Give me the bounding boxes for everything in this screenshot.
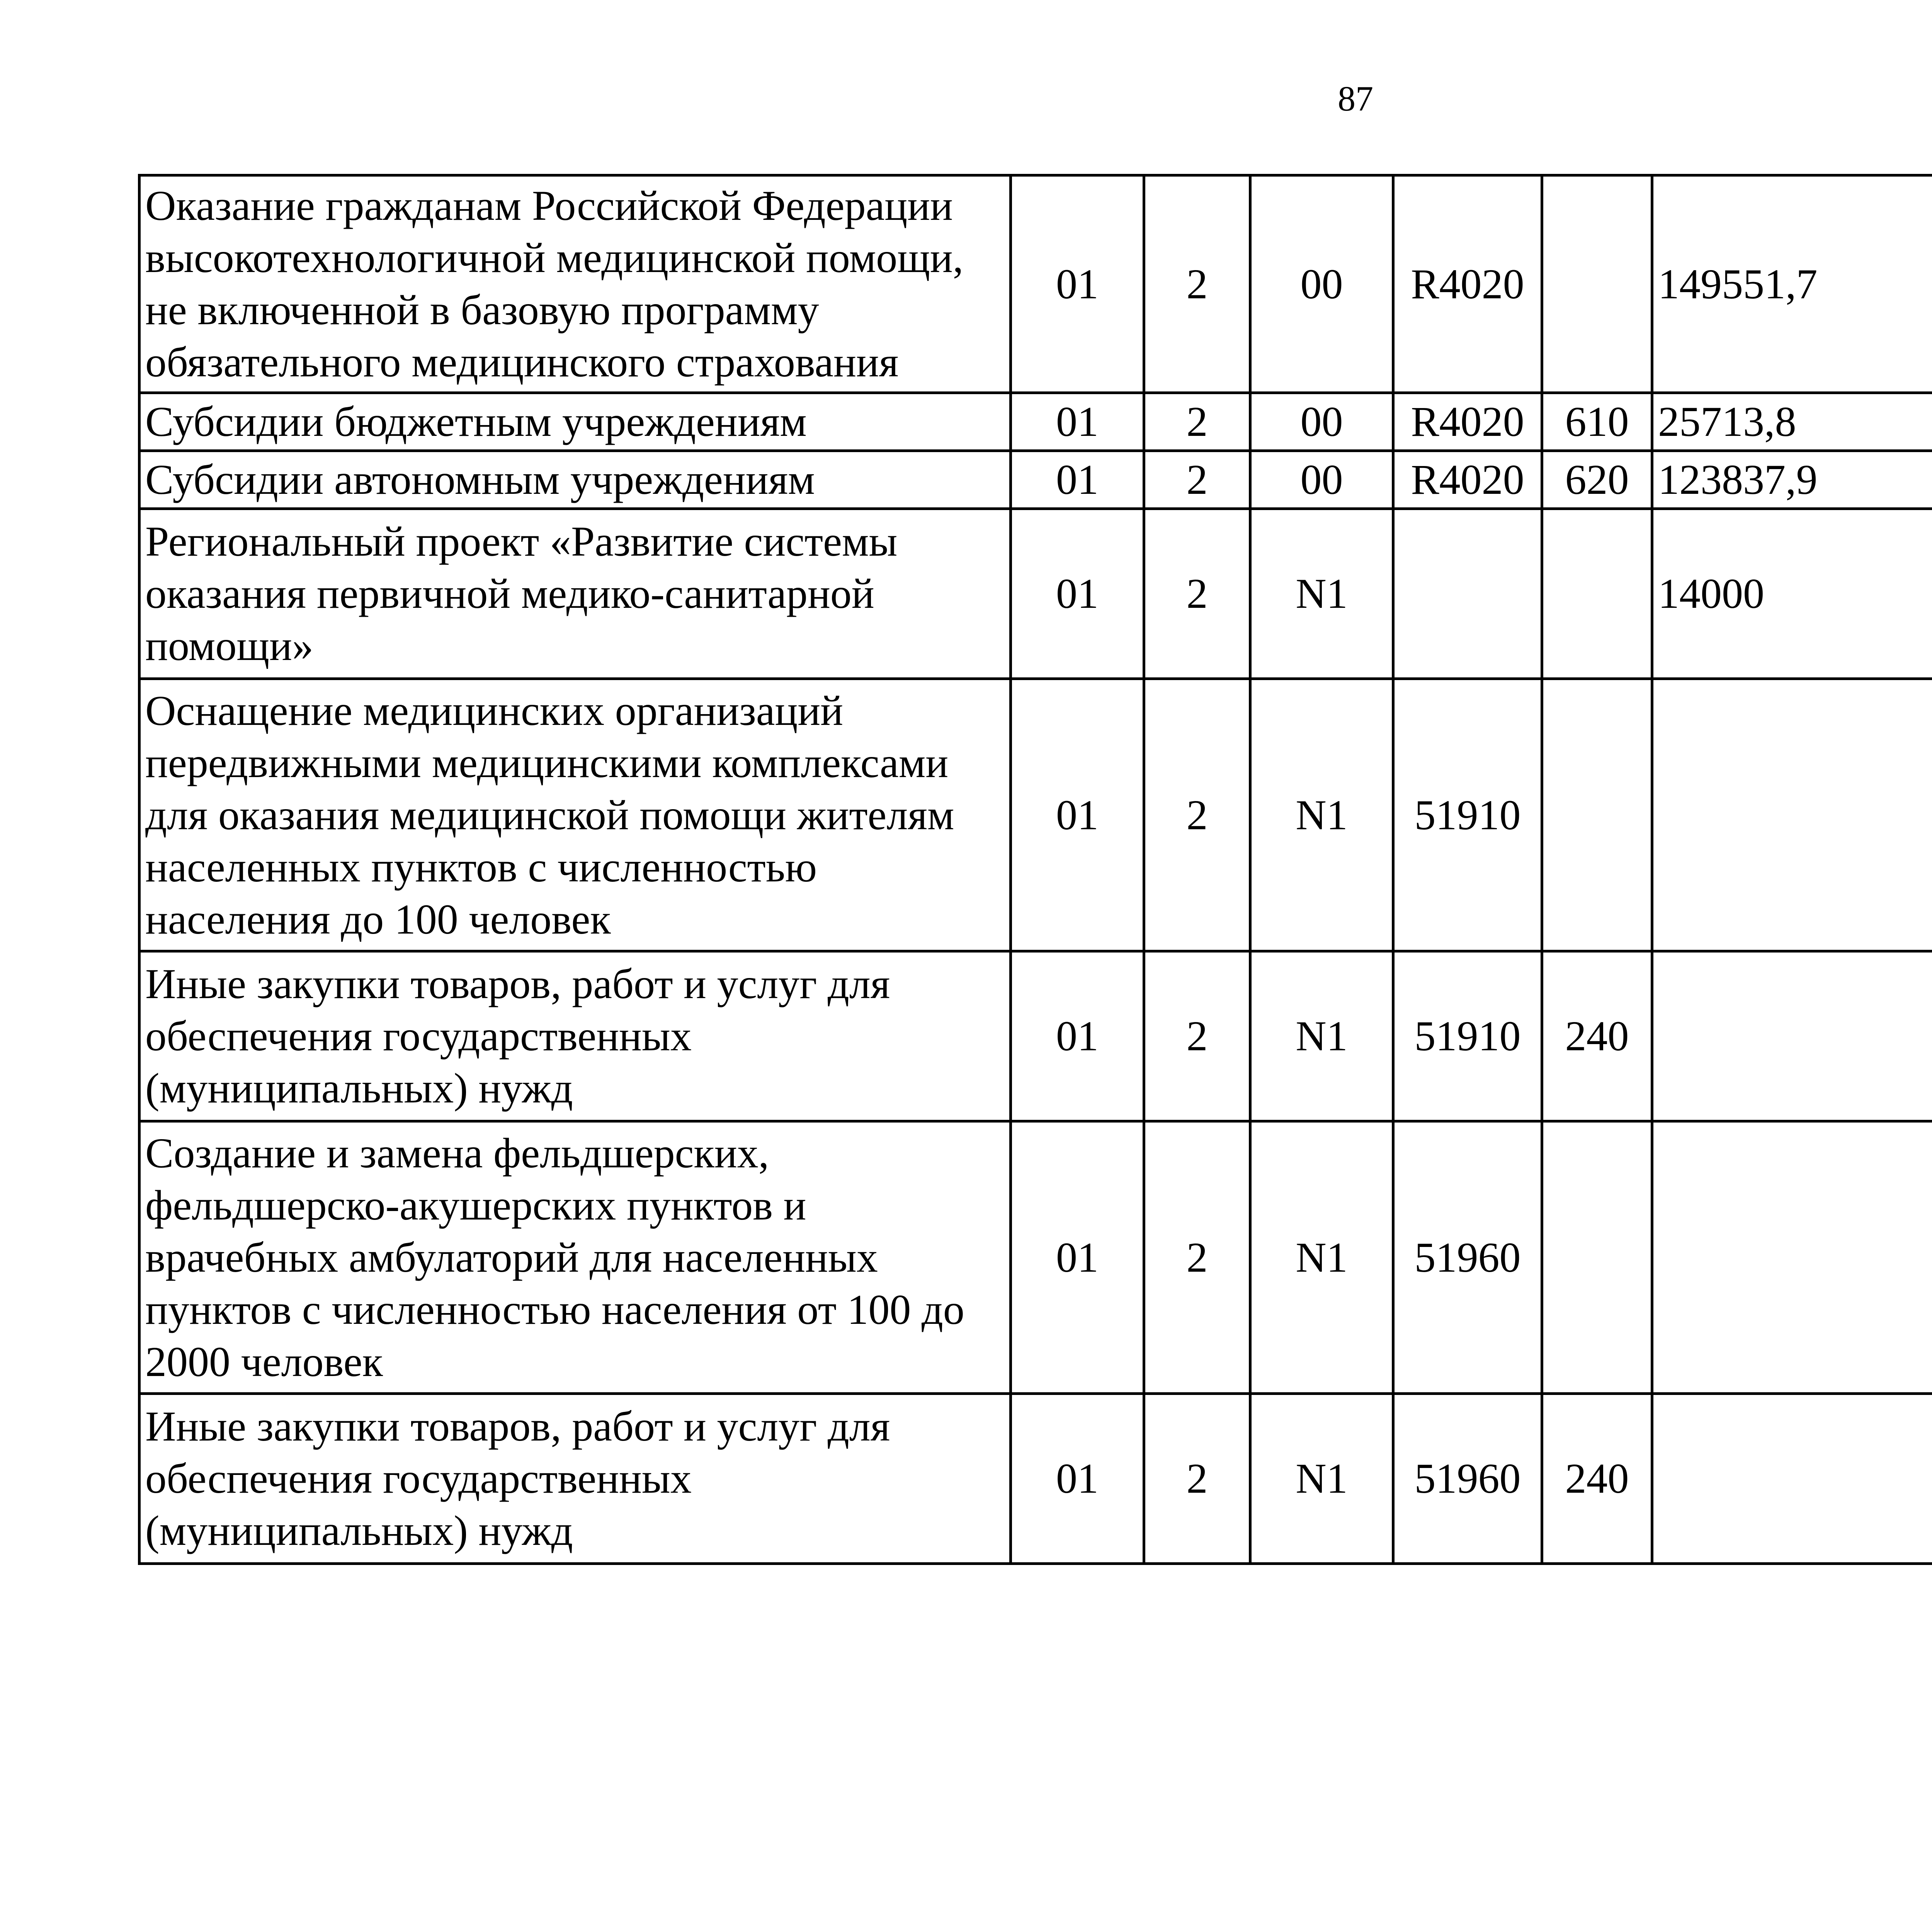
amount-year-1: 14000	[1652, 509, 1932, 679]
row-name: Оказание гражданам Российской Федерации высокотехнологичной медицинской помощи, не включенной в базовую программу обязательного медицинского страхования	[139, 175, 1011, 393]
subsection-code: 2	[1144, 1121, 1250, 1394]
row-name: Субсидии бюджетным учреждениям	[139, 393, 1011, 451]
expense-type-code: 620	[1542, 451, 1652, 509]
amount-year-1: 149551,7	[1652, 175, 1932, 393]
section-code: 01	[1011, 175, 1144, 393]
program-code: N1	[1250, 509, 1393, 679]
expense-type-code	[1542, 509, 1652, 679]
section-code: 01	[1011, 1121, 1144, 1394]
subsection-code: 2	[1144, 175, 1250, 393]
table-row	[139, 451, 1932, 509]
amount-year-1	[1652, 951, 1932, 1121]
subsection-code: 2	[1144, 393, 1250, 451]
page-number: 87	[1338, 79, 1373, 118]
expense-type-code	[1542, 175, 1652, 393]
program-code: N1	[1250, 679, 1393, 951]
target-article-code: 51910	[1393, 679, 1542, 951]
target-article-code: R4020	[1393, 393, 1542, 451]
row-name: Региональный проект «Развитие системы оказания первичной медико-санитарной помощи»	[139, 509, 1011, 679]
program-code: N1	[1250, 951, 1393, 1121]
row-name: Оснащение медицинских организаций передвижными медицинскими комплексами для оказания медицинской помощи жителям населенных пунктов с численностью населения до 100 человек	[139, 679, 1011, 951]
section-code: 01	[1011, 509, 1144, 679]
section-code: 01	[1011, 679, 1144, 951]
subsection-code: 2	[1144, 451, 1250, 509]
expense-type-code	[1542, 679, 1652, 951]
target-article-code: 51960	[1393, 1394, 1542, 1564]
table-row	[139, 1121, 1932, 1394]
subsection-code: 2	[1144, 1394, 1250, 1564]
target-article-code	[1393, 509, 1542, 679]
amount-year-1	[1652, 1394, 1932, 1564]
section-code: 01	[1011, 951, 1144, 1121]
amount-year-1: 25713,8	[1652, 393, 1932, 451]
program-code: N1	[1250, 1121, 1393, 1394]
expense-type-code: 240	[1542, 1394, 1652, 1564]
expense-type-code	[1542, 1121, 1652, 1394]
target-article-code: 51910	[1393, 951, 1542, 1121]
program-code: 00	[1250, 393, 1393, 451]
budget-table	[138, 174, 1932, 1565]
table-row	[139, 951, 1932, 1121]
amount-year-1: 123837,9	[1652, 451, 1932, 509]
table-row	[139, 175, 1932, 393]
table-row	[139, 393, 1932, 451]
target-article-code: R4020	[1393, 175, 1542, 393]
program-code: 00	[1250, 451, 1393, 509]
row-name: Создание и замена фельдшерских, фельдшерско-акушерских пунктов и врачебных амбулаторий для населенных пунктов с численностью населения от 100 до 2000 человек	[139, 1121, 1011, 1394]
row-name: Субсидии автономным учреждениям	[139, 451, 1011, 509]
section-code: 01	[1011, 393, 1144, 451]
expense-type-code: 240	[1542, 951, 1652, 1121]
subsection-code: 2	[1144, 509, 1250, 679]
target-article-code: R4020	[1393, 451, 1542, 509]
row-name: Иные закупки товаров, работ и услуг для обеспечения государственных (муниципальных) нужд	[139, 951, 1011, 1121]
program-code: N1	[1250, 1394, 1393, 1564]
subsection-code: 2	[1144, 951, 1250, 1121]
table-row	[139, 1394, 1932, 1564]
amount-year-1	[1652, 1121, 1932, 1394]
row-name: Иные закупки товаров, работ и услуг для обеспечения государственных (муниципальных) нужд	[139, 1394, 1011, 1564]
table-row	[139, 509, 1932, 679]
subsection-code: 2	[1144, 679, 1250, 951]
section-code: 01	[1011, 1394, 1144, 1564]
section-code: 01	[1011, 451, 1144, 509]
table-row	[139, 679, 1932, 951]
amount-year-1	[1652, 679, 1932, 951]
expense-type-code: 610	[1542, 393, 1652, 451]
program-code: 00	[1250, 175, 1393, 393]
target-article-code: 51960	[1393, 1121, 1542, 1394]
